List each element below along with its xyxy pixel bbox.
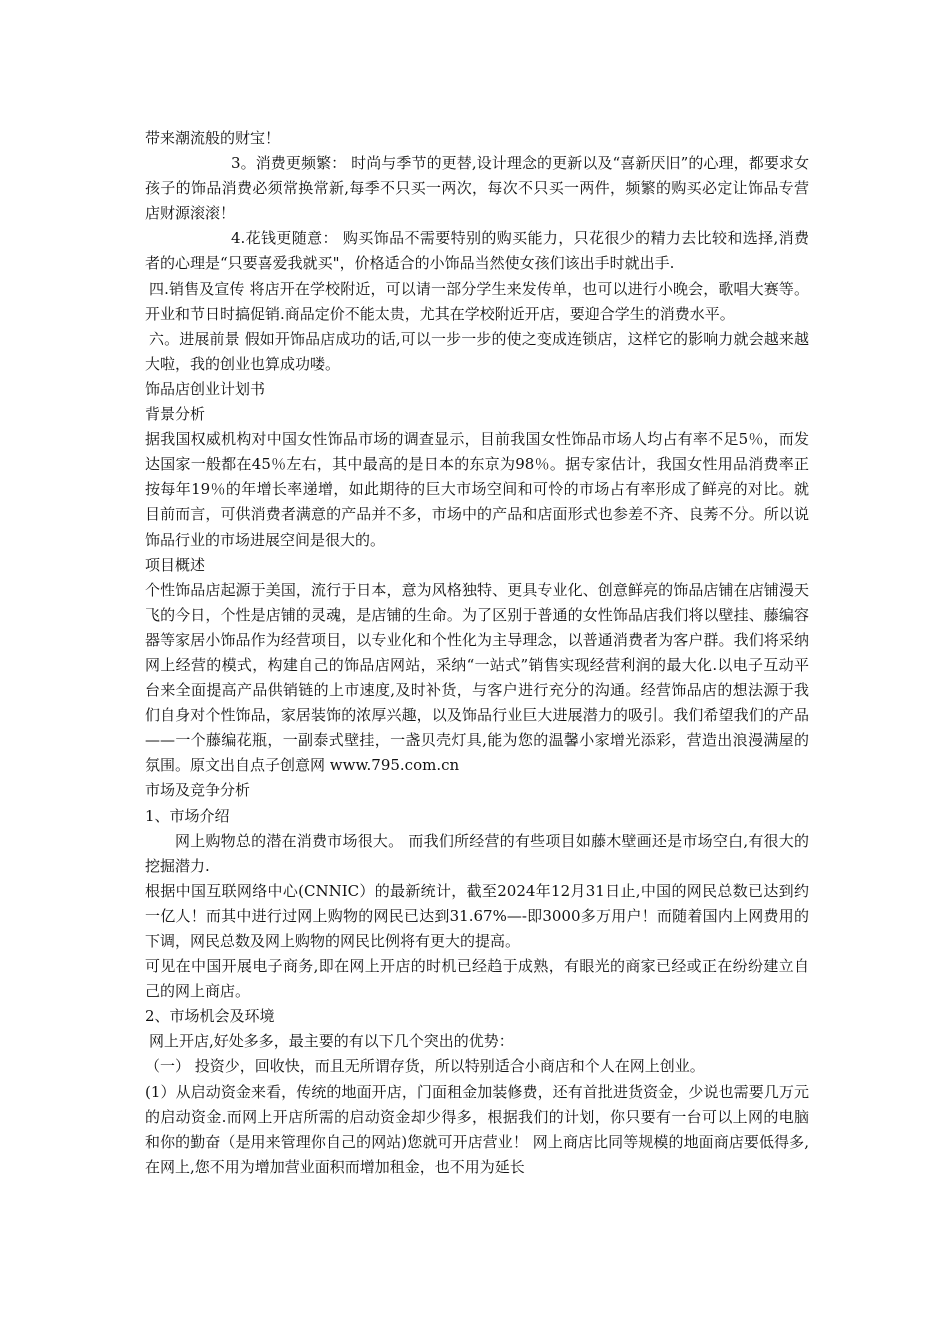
paragraph-startup-capital: (1）从启动资金来看，传统的地面开店，门面租金加装修费，还有首批进货资金，少说也需要几万元的启动资金.而网上开店所需的启动资金却少得多，根据我们的计划，你只要有一台可以上网的电脑和你的勤奋（是用来管理你自己的网站)您就可开店营业！ 网上商店比同等规模的地面商店要低得多,在网上,您不用为增加营业面积而增加租金，也不用为延长 bbox=[145, 1082, 809, 1176]
paragraph-frequent-consumption: 3。消费更频繁： 时尚与季节的更替,设计理念的更新以及“喜新厌旧”的心理，都要求女孩子的饰品消费必须常换常新,每季不只买一两次，每次不只买一两件，频繁的购买必定让饰品专营店财源滚滚！ bbox=[145, 154, 809, 223]
subheading-market-intro: 1、市场介绍 bbox=[145, 806, 230, 825]
paragraph-advantages-intro: 网上开店,好处多多，最主要的有以下几个突出的优势： bbox=[149, 1032, 514, 1051]
section-heading-overview: 项目概述 bbox=[145, 555, 206, 574]
paragraph-ecommerce-timing: 可见在中国开展电子商务,即在网上开店的时机已经趋于成熟，有眼光的商家已经或正在纷纷建立自己的网上商店。 bbox=[145, 957, 809, 1001]
paragraph-casual-spending: 4.花钱更随意： 购买饰品不需要特别的购买能力，只花很少的精力去比较和选择,消费者的心理是“只要喜爱我就买"，价格适合的小饰品当然使女孩们该出手时就出手. bbox=[145, 229, 809, 273]
paragraph-advantage-one: （一） 投资少，回收快，而且无所谓存货，所以特别适合小商店和个人在网上创业。 bbox=[145, 1057, 705, 1076]
paragraph-background: 据我国权威机构对中国女性饰品市场的调查显示，目前我国女性饰品市场人均占有率不足5％，而发达国家一般都在45％左右，其中最高的是日本的东京为98％。据专家估计，我国女性用品消费率正按每年19％的年增长率递增，如此期待的巨大市场空间和可怜的市场占有率形成了鲜亮的对比。就目前而言，可供消费者满意的产品并不多，市场中的产品和店面形式也参差不齐、良莠不分。所以说饰品行业的市场进展空间是很大的。 bbox=[145, 430, 809, 549]
document-page bbox=[145, 126, 809, 1180]
paragraph-prospects: 六。进展前景 假如开饰品店成功的话,可以一步一步的使之变成连锁店，这样它的影响力就会越来越大啦，我的创业也算成功喽。 bbox=[145, 329, 809, 373]
subheading-market-opportunity: 2、市场机会及环境 bbox=[145, 1007, 275, 1026]
paragraph-online-potential: 网上购物总的潜在消费市场很大。 而我们所经营的有些项目如藤木壁画还是市场空白,有很大的挖掘潜力. bbox=[145, 831, 809, 875]
section-heading-background: 背景分析 bbox=[145, 405, 206, 424]
paragraph-overview: 个性饰品店起源于美国，流行于日本，意为风格独特、更具专业化、创意鲜亮的饰品店铺在店铺漫天飞的今日，个性是店铺的灵魂，是店铺的生命。为了区别于普通的女性饰品店我们将以壁挂、藤编容器等家居小饰品作为经营项目，以专业化和个性化为主导理念，以普通消费者为客户群。我们将采纳网上经营的模式，构建自己的饰品店网站，采纳“一站式”销售实现经营利润的最大化.以电子互动平台来全面提高产品供销链的上市速度,及时补货，与客户进行充分的沟通。经营饰品店的想法源于我们自身对个性饰品，家居装饰的浓厚兴趣，以及饰品行业巨大进展潜力的吸引。我们希望我们的产品——一个藤编花瓶，一副泰式壁挂，一盏贝壳灯具,能为您的温馨小家增光添彩，营造出浪漫满屋的氛围。原文出自点子创意网 www.795.com.cn bbox=[145, 580, 809, 775]
paragraph-sales-promotion: 四.销售及宣传 将店开在学校附近，可以请一部分学生来发传单，也可以进行小晚会，歌唱大赛等。开业和节日时搞促销.商品定价不能太贵，尤其在学校附近开店，要迎合学生的消费水平。 bbox=[145, 279, 809, 323]
paragraph-cnnic-stats: 根据中国互联网络中心(CNNIC）的最新统计，截至2024年12月31日止,中国的网民总数已达到约一亿人！而其中进行过网上购物的网民已达到31.67%—-即3000多万用户！而随着国内上网费用的下调，网民总数及网上购物的网民比例将有更大的提高。 bbox=[145, 881, 809, 950]
section-heading-market-competition: 市场及竞争分析 bbox=[145, 781, 251, 800]
paragraph-wealth: 带来潮流般的财宝！ bbox=[145, 129, 281, 147]
document-title: 饰品店创业计划书 bbox=[145, 379, 266, 398]
